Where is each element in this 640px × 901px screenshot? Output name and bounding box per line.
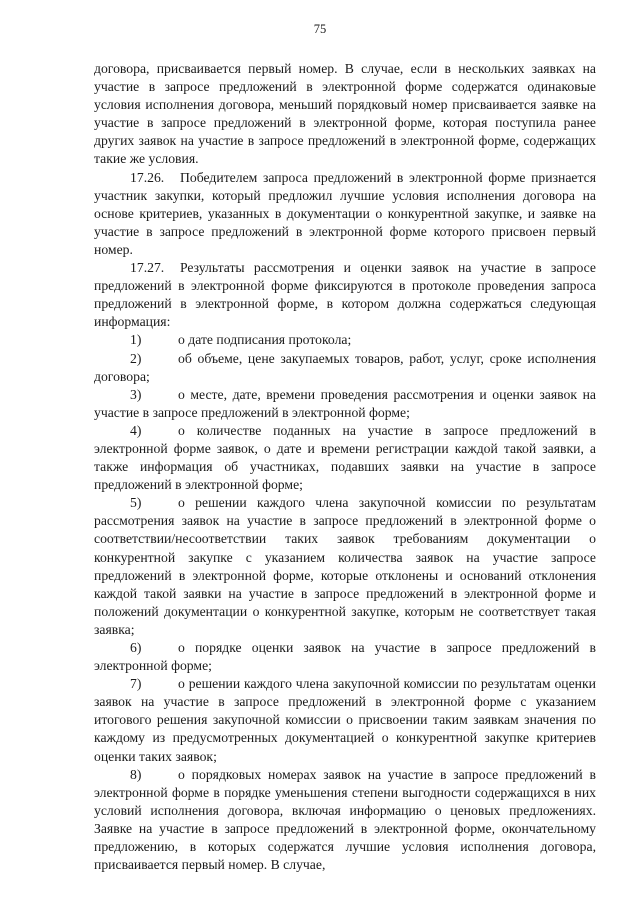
list-item-number: 8) <box>130 766 142 782</box>
list-item-number: 2) <box>130 350 142 366</box>
list-item-text: о порядковых номерах заявок на участие в запросе предложений в электронной форме в порядке уменьшения степени выгодности содержащихся в них условий исполнения договора, включая информацию о ценовых предложениях. Заявке на участие в запросе предложений в электронной форме, окончательному предложению, в которых содержатся лучшие условия исполнения договора, присваивается первый номер. В случае, <box>94 766 596 873</box>
list-item-5 <box>94 494 596 639</box>
clause-number: 17.27. <box>130 260 165 276</box>
list-item-number: 1) <box>130 332 142 348</box>
list-item-text: о дате подписания протокола; <box>178 332 352 348</box>
list-item-text: о количестве поданных на участие в запросе предложений в электронной форме заявок, о дате и времени регистрации каждой такой заявки, а также информация об участниках, подавших заявки на участие в запросе предложений в электронной форме; <box>94 422 596 493</box>
list-item-text: о решении каждого члена закупочной комиссии по результатам оценки заявок на участие в запросе предложений в электронной форме с указанием итогового решения закупочной комиссии о присвоении таким заявкам значения по каждому из предусмотренных документацией о конкурентной закупке критериев оценки таких заявок; <box>94 676 596 764</box>
list-item-8 <box>94 766 596 875</box>
clause-text: Победителем запроса предложений в электронной форме признается участник закупки, который предложил лучшие условия исполнения договора на основе критериев, указанных в документации о конкурентной закупке, и заявке на участие в запросе предложений в электронной форме которого присвоен первый номер. <box>94 169 596 257</box>
list-item-number: 4) <box>130 422 142 438</box>
list-item-3 <box>94 386 596 422</box>
list-item-text: об объеме, цене закупаемых товаров, работ, услуг, сроке исполнения договора; <box>94 350 596 384</box>
list-item-2 <box>94 350 596 386</box>
paragraph-17-26 <box>94 169 596 259</box>
page-number: 75 <box>313 22 327 36</box>
list-item-text: о порядке оценки заявок на участие в запросе предложений в электронной форме; <box>94 640 596 674</box>
paragraph-17-27 <box>94 259 596 331</box>
clause-text: Результаты рассмотрения и оценки заявок на участие в запросе предложений в электронной форме фиксируются в протоколе проведения запроса предложений в электронной форме, в котором должна содержаться следующая информация: <box>94 260 596 330</box>
list-item-number: 3) <box>130 386 142 402</box>
document-body <box>94 60 596 874</box>
list-item-1 <box>94 331 596 349</box>
list-item-number: 6) <box>130 640 142 655</box>
list-item-number: 5) <box>130 495 142 511</box>
list-item-text: о месте, дате, времени проведения рассмотрения и оценки заявок на участие в запросе предложений в электронной форме; <box>94 386 596 420</box>
paragraph-continuation: договора, присваивается первый номер. В случае, если в нескольких заявках на участие в запросе предложений в электронной форме содержатся одинаковые условия исполнения договора, меньший порядковый номер присваивается заявке на участие в запросе предложений в электронной форме, которая поступила ранее других заявок на участие в запросе предложений в электронной форме, содержащих такие же условия. <box>94 61 596 167</box>
clause-number: 17.26. <box>130 169 165 185</box>
list-item-4 <box>94 422 596 494</box>
list-item-number: 7) <box>130 676 142 692</box>
list-item-7 <box>94 675 596 765</box>
list-item-6 <box>94 639 596 675</box>
list-item-text: о решении каждого члена закупочной комиссии по результатам рассмотрения заявок на участие в запросе предложений в электронной форме о соответствии/несоответствии таких заявок требованиям документации о конкурентной закупке с указанием количества заявок на участие запросе предложений в электронной форме, которые отклонены и оснований отклонения каждой такой заявки на участие в запросе предложений в электронной форме и положений документации о конкурентной закупке, которым не соответствует такая заявка; <box>94 495 596 637</box>
